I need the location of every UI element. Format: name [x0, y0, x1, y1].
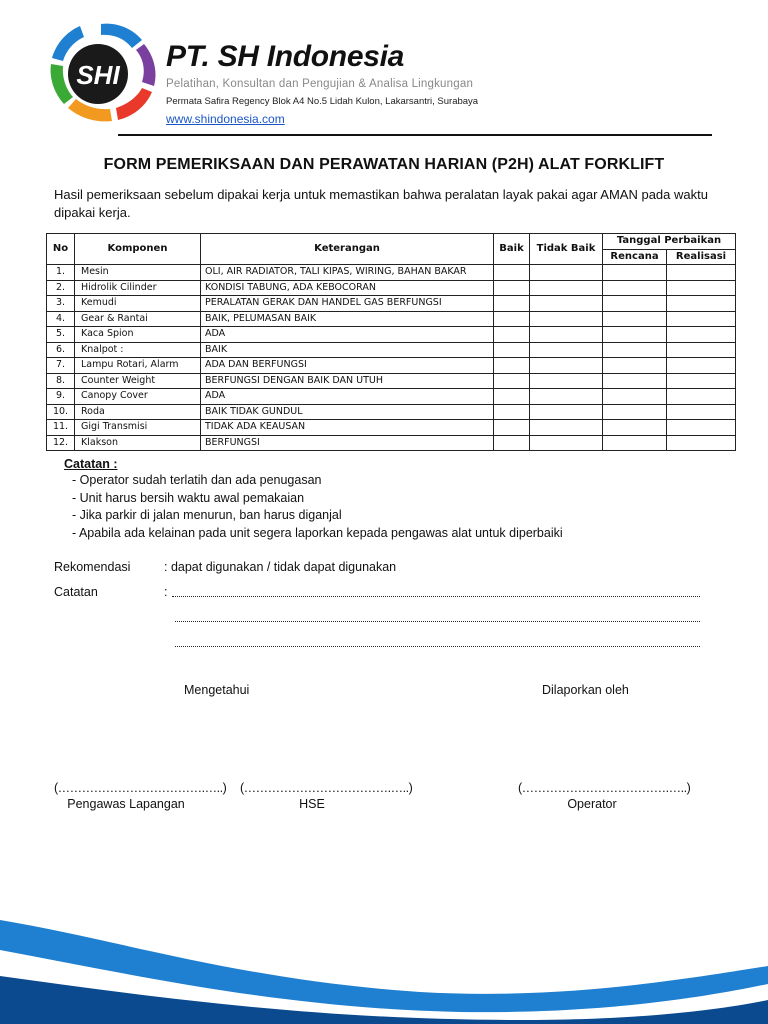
notes-label: Catatan :: [64, 457, 118, 471]
row-tidak-baik-cell[interactable]: [530, 296, 603, 312]
row-tidak-baik-cell[interactable]: [530, 311, 603, 327]
row-keterangan: BAIK: [201, 342, 494, 358]
row-baik-cell[interactable]: [494, 296, 530, 312]
row-komponen: Klakson: [75, 435, 201, 451]
row-komponen: Gigi Transmisi: [75, 420, 201, 436]
header-keterangan: Keterangan: [201, 234, 494, 265]
row-keterangan: OLI, AIR RADIATOR, TALI KIPAS, WIRING, BAHAN BAKAR: [201, 265, 494, 281]
row-komponen: Mesin: [75, 265, 201, 281]
row-tidak-baik-cell[interactable]: [530, 327, 603, 343]
company-name: PT. SH Indonesia: [166, 40, 405, 73]
row-tidak-baik-cell[interactable]: [530, 404, 603, 420]
row-baik-cell[interactable]: [494, 420, 530, 436]
row-tidak-baik-cell[interactable]: [530, 389, 603, 405]
row-komponen: Gear & Rantai: [75, 311, 201, 327]
notes-list: [72, 472, 563, 542]
row-tidak-baik-cell[interactable]: [530, 420, 603, 436]
row-no: 8.: [47, 373, 75, 389]
row-baik-cell[interactable]: [494, 358, 530, 374]
table-row: [47, 435, 736, 451]
row-komponen: Hidrolik Cilinder: [75, 280, 201, 296]
row-keterangan: PERALATAN GERAK DAN HANDEL GAS BERFUNGSI: [201, 296, 494, 312]
row-rencana-cell[interactable]: [603, 280, 667, 296]
header-rencana: Rencana: [603, 249, 667, 265]
row-baik-cell[interactable]: [494, 404, 530, 420]
table-row: [47, 296, 736, 312]
row-baik-cell[interactable]: [494, 342, 530, 358]
signature-line-pengawas[interactable]: (……………………………….…..): [54, 781, 227, 795]
row-no: 1.: [47, 265, 75, 281]
signature-hse-label: HSE: [299, 797, 325, 811]
row-realisasi-cell[interactable]: [667, 358, 736, 374]
row-komponen: Kemudi: [75, 296, 201, 312]
row-tidak-baik-cell[interactable]: [530, 342, 603, 358]
row-realisasi-cell[interactable]: [667, 265, 736, 281]
row-no: 7.: [47, 358, 75, 374]
row-rencana-cell[interactable]: [603, 342, 667, 358]
header-realisasi: Realisasi: [667, 249, 736, 265]
form-title: FORM PEMERIKSAAN DAN PERAWATAN HARIAN (P2H) ALAT FORKLIFT: [103, 156, 665, 173]
company-logo: [36, 18, 166, 126]
table-row: [47, 342, 736, 358]
catatan-colon: :: [164, 585, 168, 599]
row-tidak-baik-cell[interactable]: [530, 435, 603, 451]
table-row: [47, 420, 736, 436]
company-tagline: Pelatihan, Konsultan dan Pengujian & Analisa Lingkungan: [166, 78, 474, 90]
dilaporkan-label: Dilaporkan oleh: [542, 683, 629, 697]
row-rencana-cell[interactable]: [603, 358, 667, 374]
row-rencana-cell[interactable]: [603, 327, 667, 343]
row-baik-cell[interactable]: [494, 389, 530, 405]
row-keterangan: BERFUNGSI: [201, 435, 494, 451]
row-rencana-cell[interactable]: [603, 311, 667, 327]
signature-operator-label: Operator: [567, 797, 617, 811]
table-row: [47, 389, 736, 405]
row-tidak-baik-cell[interactable]: [530, 373, 603, 389]
row-realisasi-cell[interactable]: [667, 420, 736, 436]
row-rencana-cell[interactable]: [603, 420, 667, 436]
row-rencana-cell[interactable]: [603, 435, 667, 451]
header-no: No: [47, 234, 75, 265]
header-baik: Baik: [494, 234, 530, 265]
row-keterangan: BAIK, PELUMASAN BAIK: [201, 311, 494, 327]
header-tidak-baik: Tidak Baik: [530, 234, 603, 265]
row-baik-cell[interactable]: [494, 327, 530, 343]
row-keterangan: ADA: [201, 389, 494, 405]
header-divider: [118, 134, 712, 136]
table-row: [47, 265, 736, 281]
row-tidak-baik-cell[interactable]: [530, 358, 603, 374]
row-no: 12.: [47, 435, 75, 451]
header-komponen: Komponen: [75, 234, 201, 265]
row-realisasi-cell[interactable]: [667, 327, 736, 343]
mengetahui-label: Mengetahui: [184, 683, 250, 697]
row-realisasi-cell[interactable]: [667, 404, 736, 420]
table-row: [47, 280, 736, 296]
row-no: 2.: [47, 280, 75, 296]
row-realisasi-cell[interactable]: [667, 342, 736, 358]
row-no: 6.: [47, 342, 75, 358]
row-no: 10.: [47, 404, 75, 420]
row-tidak-baik-cell[interactable]: [530, 265, 603, 281]
row-baik-cell[interactable]: [494, 265, 530, 281]
row-rencana-cell[interactable]: [603, 389, 667, 405]
row-no: 11.: [47, 420, 75, 436]
inspection-table-body: [47, 265, 736, 451]
row-keterangan: KONDISI TABUNG, ADA KEBOCORAN: [201, 280, 494, 296]
row-realisasi-cell[interactable]: [667, 435, 736, 451]
row-no: 5.: [47, 327, 75, 343]
note-item: - Jika parkir di jalan menurun, ban harus diganjal: [72, 507, 563, 525]
table-row: [47, 311, 736, 327]
row-rencana-cell[interactable]: [603, 265, 667, 281]
footer-wave: [0, 880, 768, 1024]
row-rencana-cell[interactable]: [603, 296, 667, 312]
company-address: Permata Safira Regency Blok A4 No.5 Lidah Kulon, Lakarsantri, Surabaya: [166, 96, 479, 107]
catatan-line-1[interactable]: [172, 596, 700, 597]
table-row: [47, 358, 736, 374]
table-row: [47, 404, 736, 420]
row-realisasi-cell[interactable]: [667, 373, 736, 389]
note-item: - Apabila ada kelainan pada unit segera laporkan kepada pengawas alat untuk diperbaiki: [72, 525, 563, 543]
row-keterangan: ADA: [201, 327, 494, 343]
form-intro: Hasil pemeriksaan sebelum dipakai kerja untuk memastikan bahwa peralatan layak pakai agar AMAN pada waktu dipakai kerja.: [54, 187, 708, 220]
row-keterangan: BAIK TIDAK GUNDUL: [201, 404, 494, 420]
row-realisasi-cell[interactable]: [667, 311, 736, 327]
inspection-table: [46, 233, 736, 451]
row-no: 9.: [47, 389, 75, 405]
row-realisasi-cell[interactable]: [667, 296, 736, 312]
catatan-line-3[interactable]: [175, 646, 700, 647]
signature-line-hse[interactable]: (……………………………….…..): [240, 781, 413, 795]
row-baik-cell[interactable]: [494, 280, 530, 296]
row-rencana-cell[interactable]: [603, 373, 667, 389]
row-no: 3.: [47, 296, 75, 312]
signature-pengawas-label: Pengawas Lapangan: [67, 797, 185, 811]
note-item: - Operator sudah terlatih dan ada penugasan: [72, 472, 563, 490]
row-tidak-baik-cell[interactable]: [530, 280, 603, 296]
recommendation-label: Rekomendasi: [54, 560, 131, 574]
recommendation-options[interactable]: : dapat digunakan / tidak dapat digunakan: [164, 560, 397, 574]
signature-line-operator[interactable]: (……………………………….…..): [518, 781, 691, 795]
row-komponen: Knalpot :: [75, 342, 201, 358]
row-komponen: Counter Weight: [75, 373, 201, 389]
row-baik-cell[interactable]: [494, 311, 530, 327]
row-realisasi-cell[interactable]: [667, 280, 736, 296]
row-no: 4.: [47, 311, 75, 327]
company-website-link[interactable]: www.shindonesia.com: [166, 112, 285, 126]
catatan-line-2[interactable]: [175, 621, 700, 622]
row-keterangan: ADA DAN BERFUNGSI: [201, 358, 494, 374]
row-komponen: Canopy Cover: [75, 389, 201, 405]
catatan-label: Catatan: [54, 585, 98, 599]
row-keterangan: BERFUNGSI DENGAN BAIK DAN UTUH: [201, 373, 494, 389]
row-baik-cell[interactable]: [494, 435, 530, 451]
row-komponen: Kaca Spion: [75, 327, 201, 343]
row-keterangan: TIDAK ADA KEAUSAN: [201, 420, 494, 436]
row-baik-cell[interactable]: [494, 373, 530, 389]
row-komponen: Lampu Rotari, Alarm: [75, 358, 201, 374]
table-row: [47, 373, 736, 389]
row-komponen: Roda: [75, 404, 201, 420]
logo-text: SHI: [76, 60, 120, 90]
row-realisasi-cell[interactable]: [667, 389, 736, 405]
note-item: - Unit harus bersih waktu awal pemakaian: [72, 490, 563, 508]
header-tanggal-perbaikan: Tanggal Perbaikan: [603, 234, 736, 250]
row-rencana-cell[interactable]: [603, 404, 667, 420]
table-row: [47, 327, 736, 343]
